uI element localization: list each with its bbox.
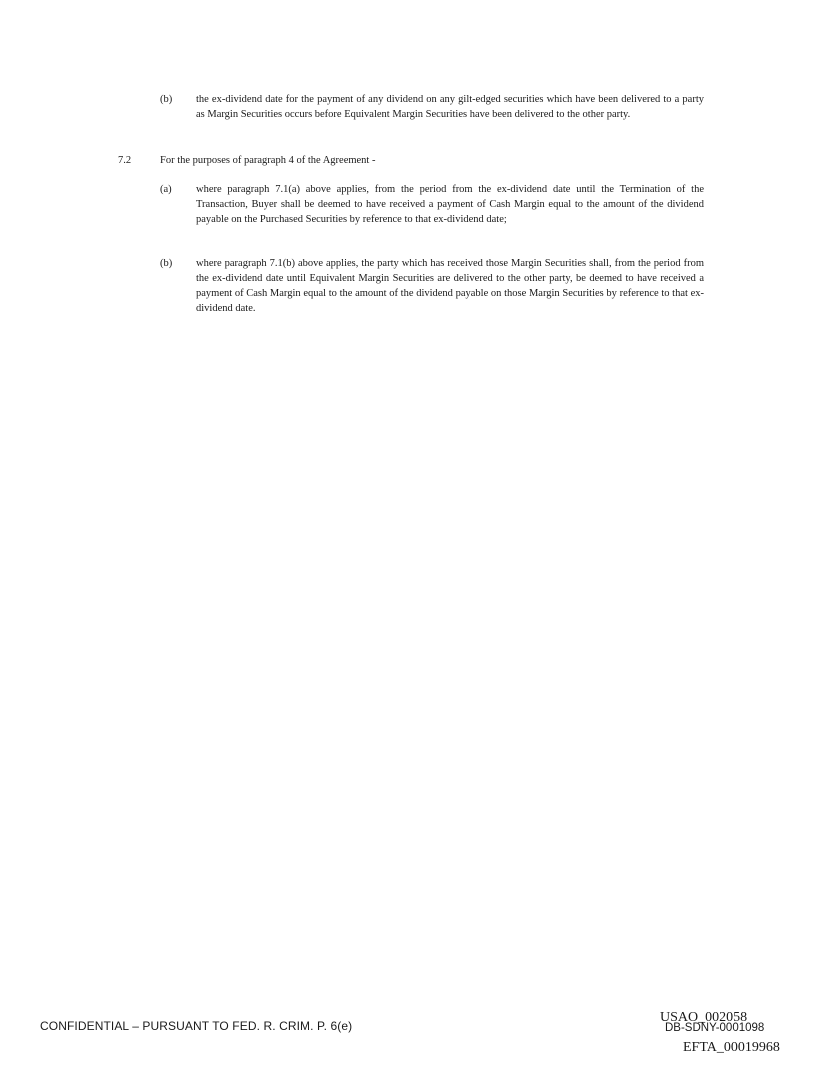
usao-bates-stamp: USAO_002058 (660, 1010, 748, 1025)
clause-7-2-a-text: where paragraph 7.1(a) above applies, from the period from the ex-dividend date until the Termination of the Transaction, Buyer shall be deemed to have received a payment of Cash Margin equal to the amount of the dividend payable on the Purchased Securities by reference to that ex-dividend date; (196, 184, 704, 225)
db-bates-stamp: DB-SDNY-0001098 (665, 1022, 765, 1034)
clause-7-2-heading: For the purposes of paragraph 4 of the Agreement - (160, 155, 376, 166)
confidential-footer: CONFIDENTIAL – PURSUANT TO FED. R. CRIM. P. 6(e) (40, 1019, 353, 1033)
clause-7-2-number: 7.2 (118, 155, 132, 166)
clause-7-1-b-label: (b) (160, 94, 173, 105)
clause-7-2-b-label: (b) (160, 258, 173, 269)
clause-7-2-b-text: where paragraph 7.1(b) above applies, the party which has received those Margin Securities shall, from the period from the ex-dividend date until Equivalent Margin Securities are delivered to the other party, be deemed to have received a payment of Cash Margin equal to the amount of the dividend payable on those Margin Securities by reference to that ex-dividend date. (196, 258, 704, 314)
clause-7-1-b-text: the ex-dividend date for the payment of any dividend on any gilt-edged securities which have been delivered to a party as Margin Securities occurs before Equivalent Margin Securities have been delivered to the other party. (196, 94, 704, 120)
clause-7-2-a-label: (a) (160, 184, 172, 195)
efta-bates-stamp: EFTA_00019968 (683, 1040, 780, 1055)
